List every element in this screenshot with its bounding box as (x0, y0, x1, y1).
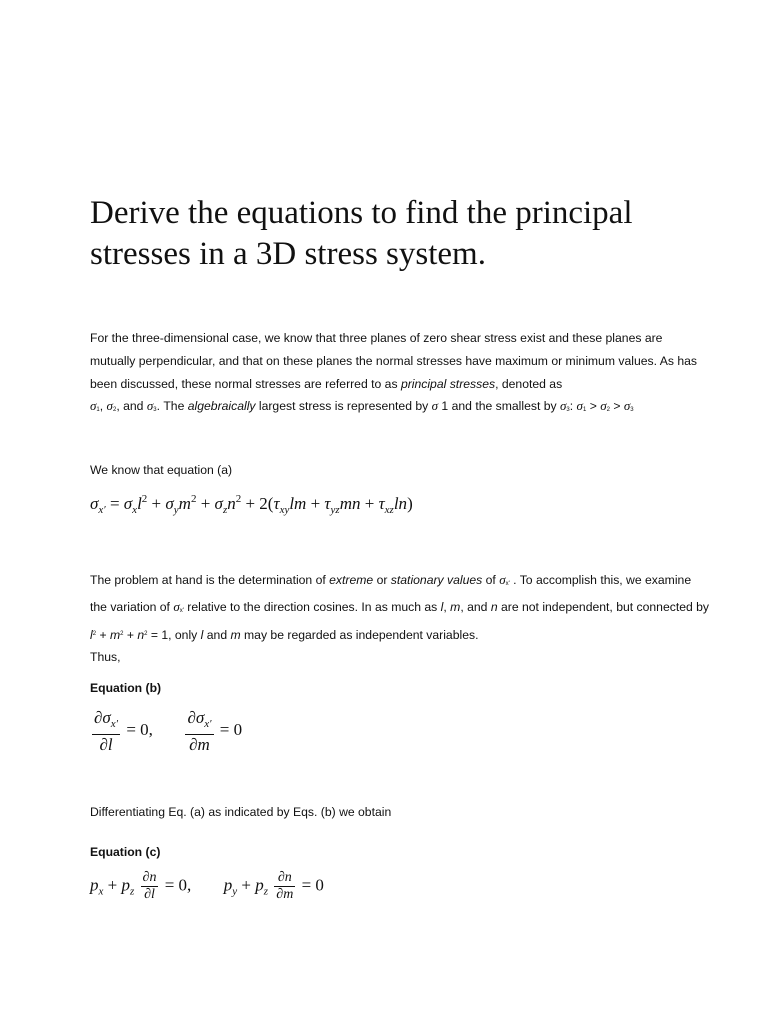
equation-c-label: Equation (c) (90, 845, 161, 859)
intro-paragraph: For the three-dimensional case, we know that three planes of zero shear stress exist and these planes are mutually perpendicular, and that on these planes the normal stresses have maximum or minimum values. As has been discussed, these normal stresses are referred to as principal stresses, denoted as σ1, σ2, and σ3. The algebraically largest stress is represented by σ 1 and the smallest by σ3: σ1 > σ2 > σ3 (90, 331, 697, 414)
equation-a-intro: We know that equation (a) (90, 463, 233, 477)
equation-a: $\sigma_{x'} = \sigma_xl^2 + \sigma_ym^2 + \sigma_zn^2 + 2(\tau_{xy}lm + \tau_{yz}mn + \tau_{xz}\ln)$ (90, 493, 413, 516)
stationary-values-paragraph: The problem at hand is the determination of extreme or stationary values of σx' . To accomplish this, we examine the variation of σx' relative to the direction cosines. In as much as l, m, and n are not independent, but connected by $l^2 + m^2 + n^2 = 1$, only l and m may be regarded as independent variables. Thus, (90, 572, 710, 665)
equation-b: $\frac{\partial\sigma_{x'}}{\partial l}$ = 0, $\frac{\partial\sigma_{x'}}{\partial m}$ = 0 (94, 708, 243, 754)
equation-c: $p_x + p_z$ $\frac{\partial n}{\partial l}$ = 0, $p_y + p_z$ $\frac{\partial n}{\partial m}$ = 0 (90, 870, 324, 902)
differentiating-paragraph: Differentiating Eq. (a) as indicated by Eqs. (b) we obtain (90, 805, 392, 819)
equation-b-label: Equation (b) (90, 681, 162, 695)
page-title: Derive the equations to find the principal stresses in a 3D stress system. (90, 195, 633, 272)
